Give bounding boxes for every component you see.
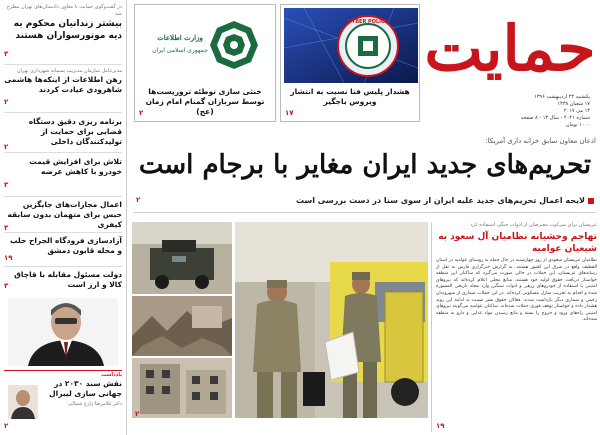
date-line: یکشنبه ۲۴ اردیبهشت ۱۳۹۶: [534, 94, 590, 100]
sidebar-title: آزادسازی فرودگاه الجراح حلب و محله قابون دمشق: [9, 236, 122, 255]
svg-text:CYBER POLICE: CYBER POLICE: [347, 19, 389, 25]
newspaper-logo: حمایت: [424, 12, 596, 85]
divider: [4, 266, 122, 267]
sidebar-story-7[interactable]: [4, 270, 122, 290]
subhead-text: لایحه اعمال تحریم‌های جدید علیه ایران از سوی سنا در دست بررسی است: [295, 196, 585, 205]
date-line: ۱۰۰۰ تومان: [565, 122, 590, 128]
sidebar-title: بیشتر زندانیان محکوم به دیه موتورسواران هستند: [13, 19, 122, 41]
sidebar-story-1[interactable]: [4, 4, 122, 58]
page-number: ۳: [4, 181, 9, 189]
issue-info: [500, 94, 590, 129]
promo-intelligence[interactable]: [134, 4, 276, 122]
author-name: دکتر غلامرضا زارع شمالی: [68, 401, 122, 407]
rubble-photo[interactable]: [132, 296, 232, 356]
cyber-police-image: [284, 8, 416, 83]
page-number: ۳: [4, 224, 9, 232]
page-number: ۲: [4, 422, 9, 430]
date-line: شماره ۴۰۲۱ - سال ۱۳ - ۸ صفحه: [520, 115, 590, 121]
story-kicker: عربستان برای سرکوب معترضان از ادوات جنگی استفاده کرد: [470, 222, 597, 228]
sidebar-title: اعمال مجازات‌های جایگزین حبس برای متهمان بدون سابقه کیفری: [7, 200, 122, 229]
page-number: ۱۷: [285, 109, 294, 117]
story-body: نظامیان عربستان سعودی از روز چهارشنبه در حال حمله به روستای عوامیه در استان القطیف واقع در شرق این کشور هستند. به گزارش خبرگزاری فارس به نقل از رسانه‌های عربستان، این حملات در حالی صورت می‌گیرد که ساکنان این منطقه خواستار دریافت حقوق اولیه خود هستند. منابع محلی اعلام کرده‌اند که نیروهای امنیتی با استفاده از خودروهای زرهی و ادوات سنگین وارد محله تاریخی المسوره شده و اقدام به تخریب منازل مسکونی کرده‌اند. در این حملات شماری از شهروندان زخمی و شماری دیگر بازداشت شدند. فعالان حقوق بشر نسبت به ادامه این روند هشدار داده و خواستار توقف فوری حملات شده‌اند. ساکنان عوامیه می‌گویند نیروهای امنیتی راه‌های ورود و خروج را بسته و مانع رسیدن مواد غذایی و دارو به منطقه شده‌اند.: [436, 258, 597, 323]
date-line: ۱۷ شعبان ۱۴۳۸: [557, 101, 590, 107]
date-line: ۱۴ می ۲۰۱۷: [563, 108, 590, 114]
divider: [4, 196, 122, 197]
sidebar-kicker: مدیرعامل سازمان مدیریت پسماند شهرداری تهران: [16, 68, 122, 74]
sidebar-title: دولت مسئول مقابله با قاچاق کالا و ارز است: [14, 270, 122, 289]
author-thumbnail: [8, 385, 38, 419]
sidebar: [0, 0, 127, 435]
story-awamiyah[interactable]: [431, 222, 597, 432]
sidebar-title: تلاش برای افزایش قیمت خودرو با کاهش عرضه: [29, 157, 122, 176]
main-headline[interactable]: تحریم‌های جدید ایران مغایر با برجام است: [138, 150, 592, 180]
intelligence-ministry-logo: [138, 8, 272, 83]
armored-vehicle-photo[interactable]: [132, 222, 232, 294]
divider: [4, 152, 122, 153]
divider: [4, 112, 122, 113]
page-number: ۲: [135, 410, 140, 418]
promo-title: هشدار پلیس فتا نسبت به انتشار ویروس باجگیر: [290, 87, 410, 106]
bullet-square: [588, 198, 594, 204]
headline-kicker: اذعان معاون سابق خزانه داری آمریکا:: [485, 137, 596, 145]
masthead: [424, 6, 596, 128]
story-title: تهاجم وحشیانه نظامیان آل سعود به شیعیان عوامیه: [438, 232, 597, 254]
page-number: ۲: [139, 109, 144, 117]
headline-subhead: [134, 196, 596, 205]
svg-text:جمهوری اسلامی ایران: جمهوری اسلامی ایران: [152, 47, 208, 54]
page-number: ۲: [4, 98, 9, 106]
sidebar-story-3[interactable]: [4, 117, 122, 151]
main-photo-saudi-police[interactable]: [235, 222, 428, 418]
promo-title: خنثی سازی توطئه تروریست‌ها توسط سربازان گمنام امام زمان (عج): [145, 87, 265, 116]
sidebar-title: نقش سند ۲۰۳۰ در جهانی سازی لیبرال: [49, 379, 122, 398]
svg-text:وزارت اطلاعات: وزارت اطلاعات: [157, 33, 203, 42]
sidebar-title: برنامه ریزی دقیق دستگاه قضایی برای حمایت از تولیدکنندگان داخلی: [28, 117, 122, 146]
sidebar-story-4[interactable]: [4, 157, 122, 189]
note-label: یادداشت: [101, 372, 122, 378]
page-number: ۱۹: [4, 254, 13, 262]
author-portrait: [8, 298, 118, 366]
sidebar-story-6[interactable]: [4, 236, 122, 262]
divider: [4, 370, 122, 371]
divider: [134, 212, 596, 213]
sidebar-kicker: در گفت‌وگوی حمایت با معاون دادستان‌های تهران مطرح شد: [6, 4, 122, 17]
page-number: ۱۹: [436, 422, 445, 430]
page-number: ۲: [136, 196, 141, 204]
damaged-building-photo[interactable]: [132, 358, 232, 418]
promo-cyber-police[interactable]: [280, 4, 420, 122]
sidebar-story-5[interactable]: [4, 200, 122, 230]
page-number: ۳: [4, 50, 9, 58]
page-number: ۳: [4, 282, 9, 290]
divider: [4, 64, 122, 65]
page-number: ۲: [4, 143, 9, 151]
sidebar-story-2[interactable]: [4, 68, 122, 106]
divider: [4, 232, 122, 233]
sidebar-title: رهن اطلاعات از اینکه‌ها هاشمی شاهرودی عیادت کردند: [4, 75, 122, 94]
